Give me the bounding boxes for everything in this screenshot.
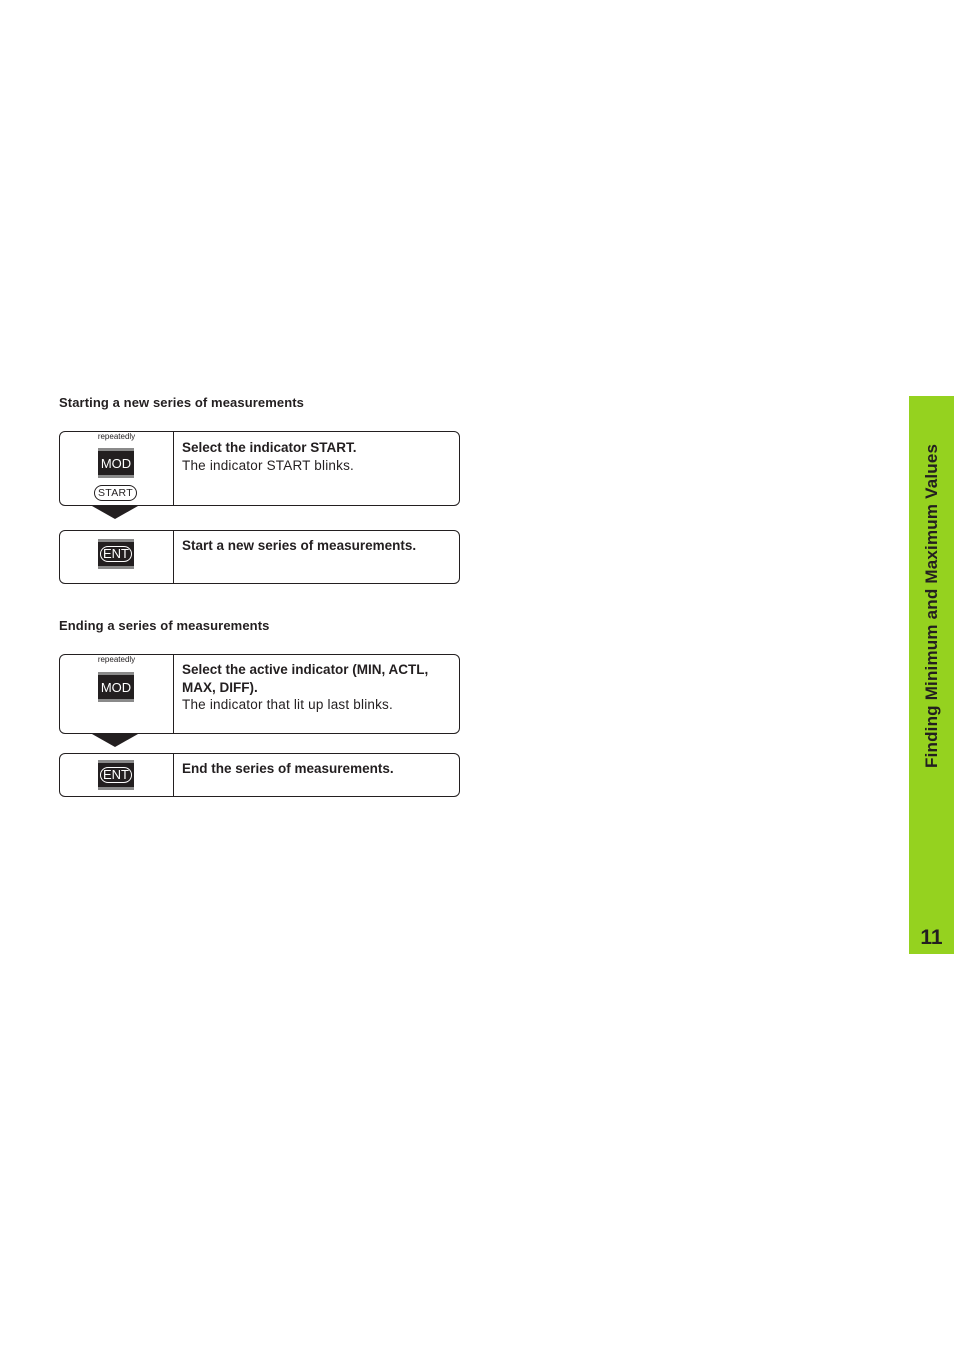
step-text (182, 537, 451, 555)
step-text (182, 760, 451, 778)
step-instruction: Select the indicator START. (182, 440, 357, 455)
ent-key-label: ENT (100, 767, 132, 783)
mod-key[interactable] (98, 448, 134, 478)
step-start-series (59, 530, 460, 584)
step-instruction: Start a new series of measurements. (182, 538, 417, 553)
repeat-note: repeatedly (97, 432, 136, 441)
step-result: The indicator that lit up last blinks. (182, 697, 393, 712)
step-divider (173, 432, 174, 505)
step-divider (173, 531, 174, 583)
section-title-start: Starting a new series of measurements (59, 395, 305, 410)
ent-key-label: ENT (100, 546, 132, 562)
step-text (182, 661, 451, 714)
section-title-end: Ending a series of measurements (59, 618, 270, 633)
step-instruction: End the series of measurements. (182, 761, 394, 776)
flow-arrow (92, 734, 138, 747)
page-number: 11 (920, 926, 943, 949)
step-select-active (59, 654, 460, 734)
step-instruction: Select the active indicator (MIN, ACTL, MAX, DIFF). (182, 662, 429, 695)
step-select-start (59, 431, 460, 506)
step-result: The indicator START blinks. (182, 457, 354, 473)
ent-key[interactable] (98, 760, 134, 790)
mod-key-label: MOD (100, 679, 132, 695)
start-key[interactable]: START (94, 485, 137, 501)
chapter-side-tab (909, 396, 954, 954)
mod-key-label: MOD (100, 455, 132, 471)
repeat-note: repeatedly (97, 655, 136, 664)
step-divider (173, 655, 174, 733)
step-end-series (59, 753, 460, 797)
ent-key[interactable] (98, 539, 134, 569)
step-text (182, 439, 451, 474)
mod-key[interactable] (98, 672, 134, 702)
flow-arrow (92, 506, 138, 519)
step-divider (173, 754, 174, 796)
chapter-title: Finding Minimum and Maximum Values (921, 443, 941, 768)
